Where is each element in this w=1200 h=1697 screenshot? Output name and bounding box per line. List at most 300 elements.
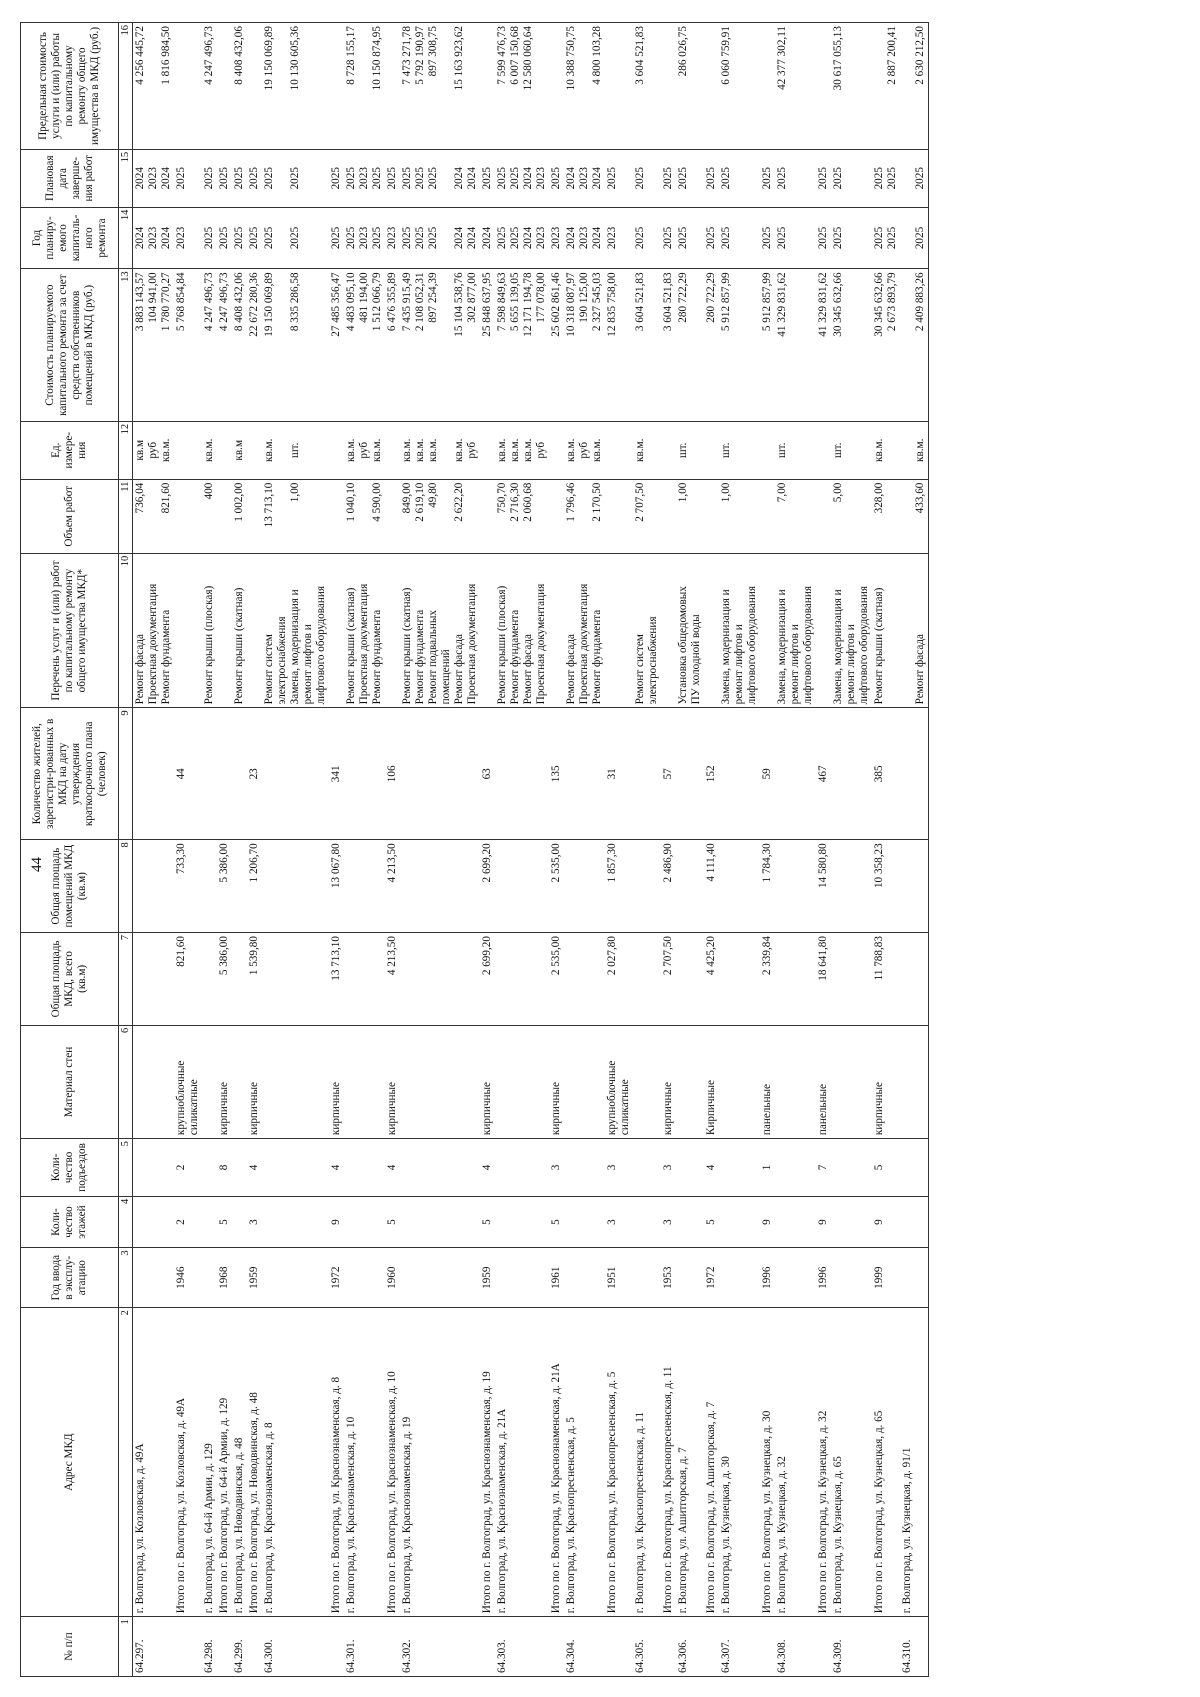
cell-line: 2023 bbox=[386, 226, 398, 250]
cell-line bbox=[901, 153, 914, 204]
cell-line: 2023 bbox=[550, 226, 562, 250]
table-row bbox=[400, 23, 480, 1677]
cell-line: 2025 bbox=[203, 226, 215, 250]
cell-line bbox=[662, 425, 675, 476]
cell-line bbox=[858, 483, 871, 550]
cell-line: 2025 bbox=[634, 226, 646, 250]
cell-line bbox=[647, 211, 660, 266]
cell-col-7 bbox=[719, 933, 760, 1026]
cell-col-3 bbox=[400, 1248, 480, 1308]
cell-col-14 bbox=[549, 207, 564, 269]
table-row bbox=[605, 23, 633, 1677]
cell-line bbox=[705, 557, 718, 705]
cell-line bbox=[802, 425, 815, 476]
cell-line: ремонт лифтов и bbox=[302, 624, 314, 705]
column-number-16: 16 bbox=[119, 23, 133, 150]
cell-col-6: панельные bbox=[816, 1025, 831, 1138]
cell-line: 2024 bbox=[565, 167, 577, 190]
cell-line bbox=[606, 26, 619, 146]
cell-col-1: 64.310. bbox=[900, 1617, 929, 1677]
cell-col-7 bbox=[344, 933, 385, 1026]
cell-col-3 bbox=[232, 1248, 247, 1308]
cell-col-13 bbox=[329, 269, 344, 422]
cell-col-13 bbox=[872, 269, 900, 422]
cell-col-9: 57 bbox=[661, 708, 676, 840]
cell-line: 10 388 750,75 bbox=[565, 26, 577, 91]
cell-col-1: 64.300. bbox=[262, 1617, 329, 1677]
cell-col-1: 64.308. bbox=[775, 1617, 816, 1677]
cell-line bbox=[858, 425, 871, 476]
cell-line bbox=[481, 26, 494, 146]
cell-col-1 bbox=[704, 1617, 719, 1677]
cell-col-3 bbox=[202, 1248, 217, 1308]
cell-line: 2025 bbox=[509, 226, 521, 250]
cell-col-6: кирпичные bbox=[661, 1025, 676, 1138]
cell-col-5: 2 bbox=[174, 1139, 202, 1197]
cell-col-14 bbox=[217, 207, 232, 269]
cell-col-7 bbox=[564, 933, 605, 1026]
cell-line: 5 655 139,05 bbox=[509, 272, 521, 332]
cell-col-1 bbox=[247, 1617, 262, 1677]
cell-col-9 bbox=[344, 708, 385, 840]
cell-col-11 bbox=[661, 479, 676, 553]
cell-line: 2025 bbox=[371, 167, 383, 190]
cell-col-15 bbox=[816, 149, 831, 207]
cell-line bbox=[647, 483, 660, 550]
cell-col-16 bbox=[775, 23, 816, 150]
cell-line: г. Волгоград, ул. Козловская, д. 49А bbox=[134, 1443, 146, 1614]
column-number-10: 10 bbox=[119, 553, 133, 708]
cell-line: 2025 bbox=[401, 167, 413, 190]
cell-col-1: 64.297. bbox=[133, 1617, 175, 1677]
cell-line: 4 247 496,73 bbox=[203, 26, 215, 85]
cell-line: 4 247 496,73 bbox=[203, 272, 215, 332]
cell-line: 2023 bbox=[147, 226, 159, 250]
cell-col-8 bbox=[344, 840, 385, 933]
cell-line: Итого по г. Волгоград, ул. 64-й Армии, д. 129 bbox=[218, 1397, 230, 1614]
cell-col-2 bbox=[900, 1308, 929, 1617]
cell-col-5: 4 bbox=[247, 1139, 262, 1197]
cell-col-7: 5 386,00 bbox=[217, 933, 232, 1026]
cell-line: кв.м. bbox=[634, 438, 646, 462]
cell-line: кв.м. bbox=[203, 438, 215, 462]
cell-line: Замена, модернизация и bbox=[776, 589, 788, 705]
cell-col-10 bbox=[385, 553, 400, 708]
cell-col-15 bbox=[262, 149, 329, 207]
cell-line: 6 060 759,91 bbox=[720, 26, 732, 85]
cell-col-7: 13 713,10 bbox=[329, 933, 344, 1026]
cell-line: Проектная документация bbox=[358, 583, 370, 705]
cell-col-8 bbox=[202, 840, 217, 933]
cell-line bbox=[690, 483, 703, 550]
cell-line: г. Волгоград, ул. Кузнецкая, д. 91/1 bbox=[901, 1447, 913, 1614]
cell-line: электроснабжения bbox=[647, 616, 659, 705]
cell-col-12 bbox=[564, 421, 605, 479]
cell-line bbox=[802, 153, 815, 204]
cell-col-14 bbox=[719, 207, 760, 269]
cell-line bbox=[550, 26, 563, 146]
column-header-6: Материал стен bbox=[21, 1025, 119, 1138]
cell-col-4 bbox=[232, 1196, 247, 1248]
rotated-page bbox=[20, 22, 1185, 1677]
cell-col-11 bbox=[719, 479, 760, 553]
cell-col-10 bbox=[495, 553, 549, 708]
cell-col-3 bbox=[719, 1248, 760, 1308]
cell-col-8 bbox=[775, 840, 816, 933]
cell-line bbox=[789, 483, 802, 550]
column-number-4: 4 bbox=[119, 1196, 133, 1248]
cell-line bbox=[302, 272, 315, 418]
cell-col-5: 4 bbox=[329, 1139, 344, 1197]
cell-col-8: 1 857,30 bbox=[605, 840, 633, 933]
column-header-10: Перечень услуг и (или) работ по капитальному ремонту общего имущества МКД* bbox=[21, 553, 119, 708]
cell-line: 10 150 874,95 bbox=[371, 26, 383, 91]
column-header-16: Предельная стоимость услуги и (или) работы по капитальному ремонту общего имущества в МКД (руб.) bbox=[21, 23, 119, 150]
table-row bbox=[385, 23, 400, 1677]
cell-line: 4 590,00 bbox=[371, 482, 383, 522]
cell-line: 2025 bbox=[761, 167, 773, 190]
cell-line: 2025 bbox=[776, 226, 788, 250]
cell-col-9 bbox=[133, 708, 175, 840]
cell-line: шт. bbox=[677, 442, 689, 458]
cell-col-16 bbox=[247, 23, 262, 150]
cell-line: 2025 bbox=[662, 167, 674, 190]
cell-col-10 bbox=[202, 553, 217, 708]
cell-line: 2 170,50 bbox=[591, 482, 603, 522]
cell-col-1 bbox=[661, 1617, 676, 1677]
cell-col-11 bbox=[549, 479, 564, 553]
cell-col-12 bbox=[174, 421, 202, 479]
cell-col-11 bbox=[775, 479, 816, 553]
cell-line: шт. bbox=[720, 442, 732, 458]
cell-line: Ремонт систем bbox=[263, 634, 275, 705]
cell-col-4 bbox=[676, 1196, 704, 1248]
cell-col-11 bbox=[831, 479, 872, 553]
cell-line bbox=[746, 272, 759, 418]
cell-line: 5 912 857,99 bbox=[720, 272, 732, 332]
cell-col-16 bbox=[133, 23, 175, 150]
cell-line bbox=[662, 557, 675, 705]
cell-line: 8 728 155,17 bbox=[345, 26, 357, 85]
cell-line: 2025 bbox=[263, 226, 275, 250]
cell-col-16 bbox=[174, 23, 202, 150]
cell-col-15 bbox=[495, 149, 549, 207]
cell-line: 12 835 758,00 bbox=[606, 272, 618, 337]
cell-col-14 bbox=[816, 207, 831, 269]
cell-col-15 bbox=[564, 149, 605, 207]
cell-line: 2025 bbox=[832, 226, 844, 250]
table-row bbox=[262, 23, 329, 1677]
cell-col-7 bbox=[775, 933, 816, 1026]
cell-line bbox=[440, 211, 453, 266]
cell-line: руб bbox=[358, 441, 370, 459]
cell-col-9 bbox=[202, 708, 217, 840]
cell-line: 2025 bbox=[705, 226, 717, 250]
cell-col-4: 5 bbox=[704, 1196, 719, 1248]
cell-col-5 bbox=[775, 1139, 816, 1197]
cell-line: лифтового оборудования bbox=[746, 586, 758, 705]
cell-col-7: 18 641,80 bbox=[816, 933, 831, 1026]
cell-col-5: 4 bbox=[704, 1139, 719, 1197]
cell-col-3: 1968 bbox=[217, 1248, 232, 1308]
cell-col-2 bbox=[262, 1308, 329, 1617]
cell-line: 1 040,10 bbox=[345, 482, 357, 522]
cell-col-1: 64.304. bbox=[564, 1617, 605, 1677]
cell-line: Замена, модернизация и bbox=[720, 589, 732, 705]
cell-col-14 bbox=[133, 207, 175, 269]
cell-col-1 bbox=[605, 1617, 633, 1677]
cell-col-14 bbox=[174, 207, 202, 269]
cell-col-16 bbox=[262, 23, 329, 150]
cell-col-4: 3 bbox=[661, 1196, 676, 1248]
cell-col-9: 31 bbox=[605, 708, 633, 840]
cell-line: Установка общедомовых bbox=[677, 586, 689, 705]
cell-line bbox=[858, 272, 871, 418]
cell-col-4: 5 bbox=[217, 1196, 232, 1248]
cell-col-11 bbox=[174, 479, 202, 553]
cell-col-2 bbox=[385, 1308, 400, 1617]
cell-line bbox=[550, 483, 563, 550]
cell-line bbox=[578, 26, 591, 146]
cell-col-7: 4 425,20 bbox=[704, 933, 719, 1026]
cell-col-13 bbox=[775, 269, 816, 422]
cell-line: Итого по г. Волгоград, ул. Краснознаменская, д. 10 bbox=[386, 1371, 398, 1614]
cell-line bbox=[901, 211, 914, 266]
cell-line: кв.м. bbox=[509, 438, 521, 462]
column-header-9: Количество жителей, зарегистри-рованных в МКД на дату утверждения краткосрочного плана (человек) bbox=[21, 708, 119, 840]
cell-col-6 bbox=[676, 1025, 704, 1138]
cell-line: 2025 bbox=[720, 167, 732, 190]
cell-line: 4 247 496,73 bbox=[218, 272, 230, 332]
cell-line bbox=[276, 272, 289, 418]
cell-col-6: кирпичные bbox=[480, 1025, 495, 1138]
cell-col-1: 64.309. bbox=[831, 1617, 872, 1677]
cell-line bbox=[858, 153, 871, 204]
cell-col-9 bbox=[676, 708, 704, 840]
cell-line: Ремонт крыши (скатная) bbox=[873, 587, 885, 705]
cell-col-5: 4 bbox=[385, 1139, 400, 1197]
table-row bbox=[174, 23, 202, 1677]
cell-col-1: 64.303. bbox=[495, 1617, 549, 1677]
cell-col-6 bbox=[495, 1025, 549, 1138]
cell-line bbox=[817, 483, 830, 550]
cell-col-16 bbox=[385, 23, 400, 150]
cell-line: 2025 bbox=[817, 226, 829, 250]
cell-line: Проектная документация bbox=[535, 583, 547, 705]
cell-col-1 bbox=[872, 1617, 900, 1677]
cell-col-7: 2 027,80 bbox=[605, 933, 633, 1026]
cell-line: лифтового оборудования bbox=[858, 586, 870, 705]
cell-col-3 bbox=[775, 1248, 816, 1308]
cell-line bbox=[315, 272, 328, 418]
cell-line: кв.м. bbox=[914, 438, 926, 462]
cell-line: 2 622,20 bbox=[453, 482, 465, 522]
cell-line bbox=[276, 483, 289, 550]
cell-col-13 bbox=[704, 269, 719, 422]
cell-line: 2025 bbox=[218, 226, 230, 250]
cell-col-15 bbox=[400, 149, 480, 207]
cell-line: 7 473 271,78 bbox=[401, 26, 413, 85]
cell-line bbox=[440, 483, 453, 550]
cell-col-11 bbox=[329, 479, 344, 553]
cell-line bbox=[550, 425, 563, 476]
cell-col-11 bbox=[400, 479, 480, 553]
cell-col-15 bbox=[385, 149, 400, 207]
column-header-12: Ед. измере-ния bbox=[21, 421, 119, 479]
table-row bbox=[202, 23, 217, 1677]
cell-col-14 bbox=[329, 207, 344, 269]
table-row bbox=[564, 23, 605, 1677]
cell-line bbox=[175, 425, 188, 476]
cell-col-9: 341 bbox=[329, 708, 344, 840]
cell-line: кв.м. bbox=[496, 438, 508, 462]
cell-line: 4 256 445,72 bbox=[134, 26, 146, 85]
cell-col-14 bbox=[400, 207, 480, 269]
cell-col-2 bbox=[549, 1308, 564, 1617]
cell-col-16 bbox=[217, 23, 232, 150]
cell-line bbox=[690, 153, 703, 204]
cell-col-15 bbox=[217, 149, 232, 207]
column-header-7: Общая площадь МКД, всего (кв.м) bbox=[21, 933, 119, 1026]
cell-line: 2025 bbox=[330, 226, 342, 250]
cell-col-12 bbox=[775, 421, 816, 479]
cell-col-1: 64.305. bbox=[633, 1617, 661, 1677]
cell-line: 2 707,50 bbox=[634, 482, 646, 522]
cell-col-13 bbox=[816, 269, 831, 422]
cell-col-3: 1959 bbox=[480, 1248, 495, 1308]
cell-line bbox=[466, 26, 479, 146]
cell-line: 12 171 194,78 bbox=[522, 272, 534, 337]
cell-col-11 bbox=[760, 479, 775, 553]
cell-line bbox=[218, 557, 231, 705]
cell-line bbox=[248, 483, 261, 550]
cell-col-1 bbox=[760, 1617, 775, 1677]
cell-col-2 bbox=[247, 1308, 262, 1617]
cell-line bbox=[761, 557, 774, 705]
cell-line bbox=[690, 26, 703, 146]
cell-col-1: 64.301. bbox=[344, 1617, 385, 1677]
cell-col-12 bbox=[262, 421, 329, 479]
cell-line: 6 476 355,89 bbox=[386, 272, 398, 332]
cell-col-6 bbox=[344, 1025, 385, 1138]
cell-line: 190 125,00 bbox=[578, 272, 590, 323]
cell-col-1: 64.306. bbox=[676, 1617, 704, 1677]
cell-line: 2025 bbox=[175, 167, 187, 190]
cell-line: г. Волгоград, ул. Краснопресненская, д. 5 bbox=[565, 1417, 577, 1614]
cell-col-9: 385 bbox=[872, 708, 900, 840]
cell-col-4: 5 bbox=[385, 1196, 400, 1248]
cell-col-12 bbox=[232, 421, 247, 479]
column-header-8: Общая площадь помещений МКД (кв.м) bbox=[21, 840, 119, 933]
cell-line: 2024 bbox=[134, 167, 146, 190]
cell-col-3 bbox=[495, 1248, 549, 1308]
cell-line: 177 078,00 bbox=[535, 272, 547, 323]
cell-col-7: 4 213,50 bbox=[385, 933, 400, 1026]
cell-line: 2025 bbox=[509, 167, 521, 190]
cell-line: 3 604 521,83 bbox=[662, 272, 674, 332]
cell-col-15 bbox=[676, 149, 704, 207]
cell-line: кв.м bbox=[134, 439, 146, 461]
cell-line: 2025 bbox=[345, 167, 357, 190]
cell-col-15 bbox=[133, 149, 175, 207]
cell-line: Итого по г. Волгоград, ул. Кузнецкая, д. 32 bbox=[817, 1410, 829, 1614]
cell-line bbox=[248, 26, 261, 146]
cell-line: ПУ холодной воды bbox=[690, 614, 702, 705]
cell-col-2 bbox=[704, 1308, 719, 1617]
cell-col-2 bbox=[480, 1308, 495, 1617]
cell-line: 2025 bbox=[233, 226, 245, 250]
cell-line: Ремонт фундамента bbox=[414, 609, 426, 705]
cell-line: г. Волгоград, ул. Кузнецкая, д. 32 bbox=[776, 1456, 788, 1614]
cell-line: Ремонт крыши (плоская) bbox=[496, 585, 508, 705]
cell-line: Ремонт фасада bbox=[565, 634, 577, 705]
cell-col-9: 59 bbox=[760, 708, 775, 840]
cell-col-8 bbox=[400, 840, 480, 933]
cell-line bbox=[302, 153, 315, 204]
cell-line bbox=[578, 483, 591, 550]
table-row bbox=[760, 23, 775, 1677]
cell-col-14 bbox=[232, 207, 247, 269]
cell-line: 2024 bbox=[160, 226, 172, 250]
cell-col-10 bbox=[329, 553, 344, 708]
cell-line: 104 941,00 bbox=[147, 272, 159, 323]
cell-col-6 bbox=[775, 1025, 816, 1138]
cell-line: 2025 bbox=[662, 226, 674, 250]
cell-line: 1 512 066,79 bbox=[371, 272, 383, 332]
cell-line: 2025 bbox=[289, 226, 301, 250]
column-number-9: 9 bbox=[119, 708, 133, 840]
cell-line: 30 345 632,66 bbox=[873, 272, 885, 337]
cell-col-9 bbox=[831, 708, 872, 840]
column-number-1: 1 bbox=[119, 1617, 133, 1677]
cell-line: ремонт лифтов и bbox=[845, 624, 857, 705]
cell-line: 2 108 052,31 bbox=[414, 272, 426, 332]
cell-line: 7 599 476,73 bbox=[496, 26, 508, 85]
cell-col-14 bbox=[605, 207, 633, 269]
cell-line: Ремонт систем bbox=[634, 634, 646, 705]
cell-col-10 bbox=[480, 553, 495, 708]
column-number-12: 12 bbox=[119, 421, 133, 479]
cell-col-14 bbox=[831, 207, 872, 269]
cell-line: 2 673 893,79 bbox=[886, 272, 898, 332]
cell-line: 2 060,68 bbox=[522, 482, 534, 522]
cell-line: 2024 bbox=[522, 226, 534, 250]
cell-line bbox=[733, 483, 746, 550]
cell-line: Ремонт крыши (скатная) bbox=[345, 587, 357, 705]
cell-col-12 bbox=[385, 421, 400, 479]
cell-line bbox=[315, 26, 328, 146]
cell-col-12 bbox=[344, 421, 385, 479]
cell-col-6 bbox=[719, 1025, 760, 1138]
cell-line: 280 722,29 bbox=[705, 272, 717, 323]
cell-col-2 bbox=[400, 1308, 480, 1617]
cell-line: руб bbox=[466, 441, 478, 459]
cell-col-12 bbox=[872, 421, 900, 479]
cell-col-16 bbox=[329, 23, 344, 150]
cell-line bbox=[606, 425, 619, 476]
cell-line bbox=[330, 557, 343, 705]
cell-col-2 bbox=[202, 1308, 217, 1617]
cell-col-7: 2 707,50 bbox=[661, 933, 676, 1026]
cell-line: кв.м. bbox=[591, 438, 603, 462]
cell-line: 25 602 861,46 bbox=[550, 272, 562, 337]
cell-col-9 bbox=[495, 708, 549, 840]
cell-line: 30 617 055,13 bbox=[832, 26, 844, 91]
cell-line: 5 792 190,97 bbox=[414, 26, 426, 85]
column-number-14: 14 bbox=[119, 207, 133, 269]
cell-col-4 bbox=[831, 1196, 872, 1248]
cell-col-10 bbox=[400, 553, 480, 708]
